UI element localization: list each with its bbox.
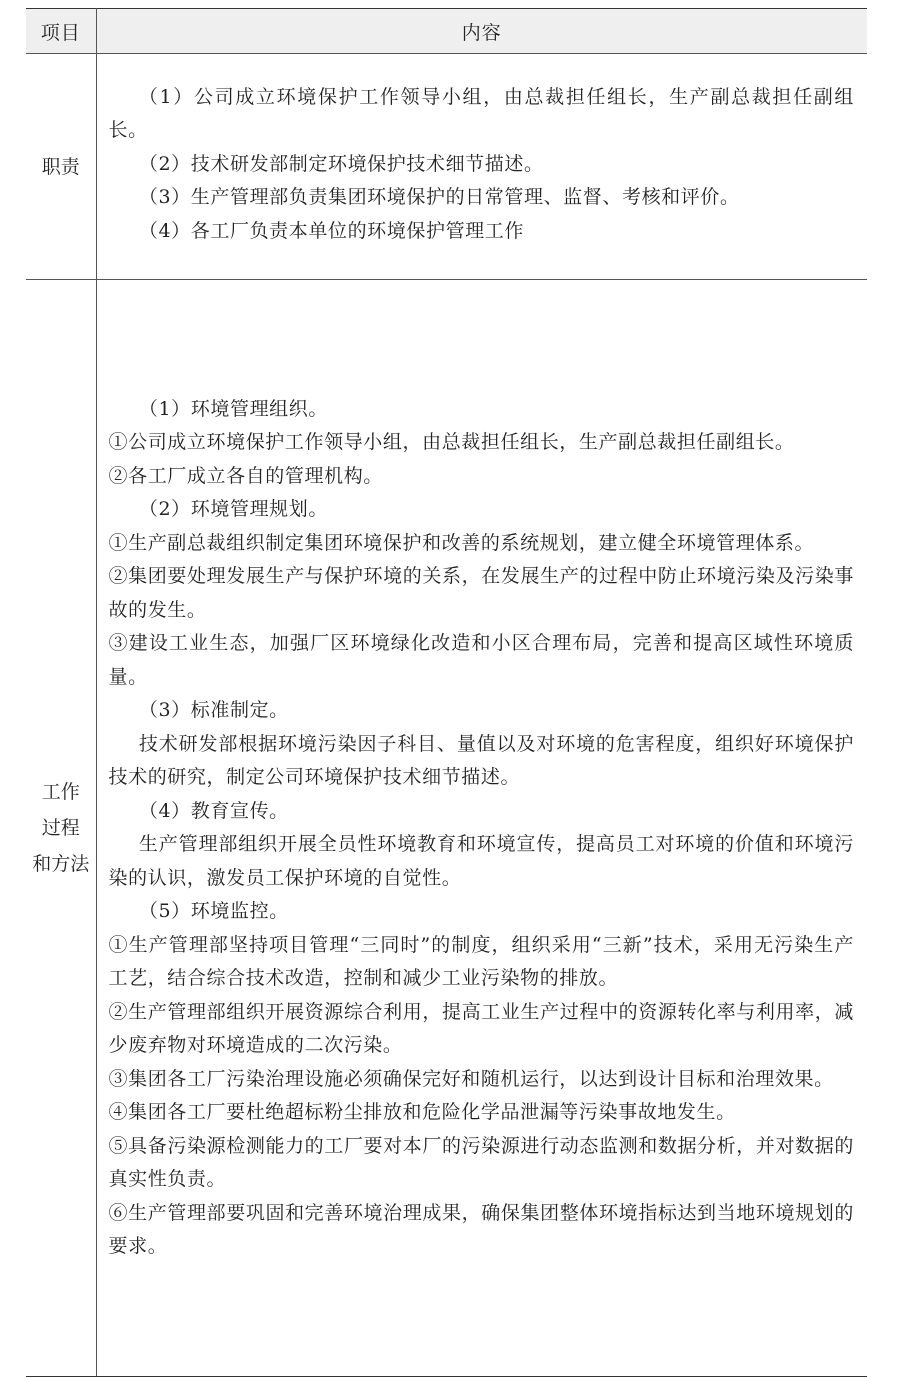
process-paragraph: ②各工厂成立各自的管理机构。 [108,464,383,487]
process-label-line: 工作 [41,781,80,803]
process-paragraph: ③建设工业生态，加强厂区环境绿化改造和小区合理布局，完善和提高区域性环境质量。 [108,632,854,688]
process-paragraph: ①公司成立环境保护工作领导小组，由总裁担任组长，生产副总裁担任副组长。 [108,431,795,453]
duty-paragraph: （3）生产管理部负责集团环境保护的日常管理、监督、考核和评价。 [138,186,740,209]
duty-paragraph: （1）公司成立环境保护工作领导小组，由总裁担任组长，生产副总裁担任副组长。 [108,85,854,142]
process-label-line: 过程 [41,817,80,839]
process-paragraph: ①生产管理部坚持项目管理“三同时”的制度，组织采用“三新”技术，采用无污染生产工艺，结合综合技术改造，控制和减少工业污染物的排放。 [108,933,854,989]
process-paragraph: ②生产管理部组织开展资源综合利用，提高工业生产过程中的资源转化率与利用率，减少废弃物对环境造成的二次污染。 [108,1000,854,1056]
process-paragraph: 技术研发部根据环境污染因子科目、量值以及对环境的危害程度，组织好环境保护技术的研究，制定公司环境保护技术细节描述。 [108,732,854,788]
process-paragraph: ⑥生产管理部要巩固和完善环境治理成果，确保集团整体环境指标达到当地环境规划的要求。 [108,1201,854,1257]
environment-protection-table [26,8,867,1377]
process-paragraph: ②集团要处理发展生产与保护环境的关系，在发展生产的过程中防止环境污染及污染事故的发生。 [108,565,854,621]
process-paragraph: 生产管理部组织开展全员性环境教育和环境宣传，提高员工对环境的价值和环境污染的认识，激发员工保护环境的自觉性。 [108,833,854,889]
section-heading: （1）环境管理组织。 [138,397,328,420]
table-row-duties [26,54,867,280]
duties-label: 职责 [26,54,96,280]
duty-paragraph: （4）各工厂负责本单位的环境保护管理工作 [138,219,524,242]
table-header-row [26,9,867,54]
process-paragraph: ⑤具备污染源检测能力的工厂要对本厂的污染源进行动态监测和数据分析，并对数据的真实性负责。 [108,1134,854,1190]
process-content [96,280,867,1377]
table-row-process [26,280,867,1377]
process-paragraph: ③集团各工厂污染治理设施必须确保完好和随机运行，以达到设计目标和治理效果。 [108,1067,834,1090]
process-paragraph: ④集团各工厂要杜绝超标粉尘排放和危险化学品泄漏等污染事故地发生。 [108,1101,736,1123]
process-label-line: 和方法 [32,853,90,875]
duties-content [96,54,867,280]
section-heading: （5）环境监控。 [138,900,289,922]
duty-paragraph: （2）技术研发部制定环境保护技术细节描述。 [138,152,544,175]
section-heading: （2）环境管理规划。 [138,498,328,520]
section-heading: （4）教育宣传。 [138,799,289,822]
process-label [26,280,96,1377]
process-paragraph: ①生产副总裁组织制定集团环境保护和改善的系统规划，建立健全环境管理体系。 [108,531,815,554]
header-content: 内容 [96,9,867,54]
section-heading: （3）标准制定。 [138,699,289,721]
header-item: 项目 [26,9,96,54]
